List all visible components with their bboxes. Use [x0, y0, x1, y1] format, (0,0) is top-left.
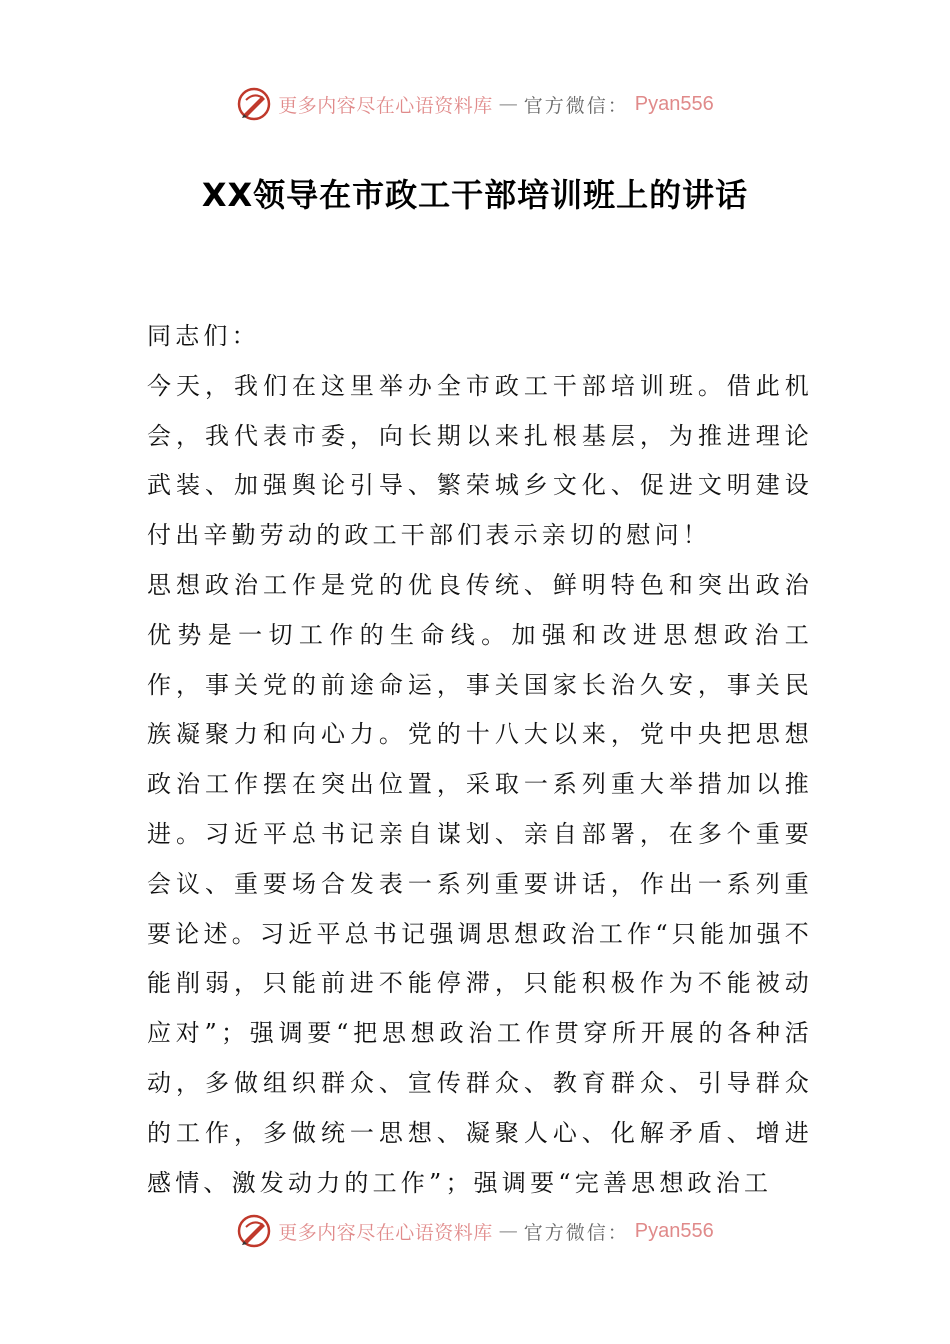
banner-text: 更多内容尽在心语资料库	[278, 94, 493, 117]
pen-logo-icon	[236, 1213, 272, 1249]
paragraph: 思想政治工作是党的优良传统、鲜明特色和突出政治优势是一切工作的生命线。加强和改进思想政治工作，事关党的前途命运，事关国家长治久安，事关民族凝聚力和向心力。党的十八大以来，党中央把思想政治工作摆在突出位置，采取一系列重大举措加以推进。习近平总书记亲自谋划、亲自部署，在多个重要会议、重要场合发表一系列重要讲话，作出一系列重要论述。习近平总书记强调思想政治工作“只能加强不能削弱，只能前进不能停滞，只能积极作为不能被动应对”；强调要“把思想政治工作贯穿所开展的各种活动，多做组织群众、宣传群众、教育群众、引导群众的工作，多做统一思想、凝聚人心、化解矛盾、增进感情、激发动力的工作”；强调要“完善思想政治工	[147, 570, 813, 1197]
page-title: XX领导在市政工干部培训班上的讲话	[201, 176, 749, 214]
pen-logo-icon	[236, 86, 272, 122]
banner-separator: —	[498, 1220, 518, 1242]
speech-body	[147, 312, 813, 1208]
banner-wechat-id: Pyan556	[634, 1219, 714, 1242]
banner-separator: —	[498, 93, 518, 115]
banner-wechat-label: 官方微信：	[523, 1221, 629, 1244]
banner-text: 更多内容尽在心语资料库	[278, 1221, 493, 1244]
banner-wechat-label: 官方微信：	[523, 94, 629, 117]
salutation: 同志们：	[147, 322, 260, 350]
banner-wechat-id: Pyan556	[634, 92, 714, 115]
paragraph: 今天，我们在这里举办全市政工干部培训班。借此机会，我代表市委，向长期以来扎根基层，为推进理论武装、加强舆论引导、繁荣城乡文化、促进文明建设付出辛勤劳动的政工干部们表示亲切的慰问！	[147, 371, 813, 550]
header-banner	[0, 84, 950, 124]
footer-banner	[0, 1211, 950, 1251]
